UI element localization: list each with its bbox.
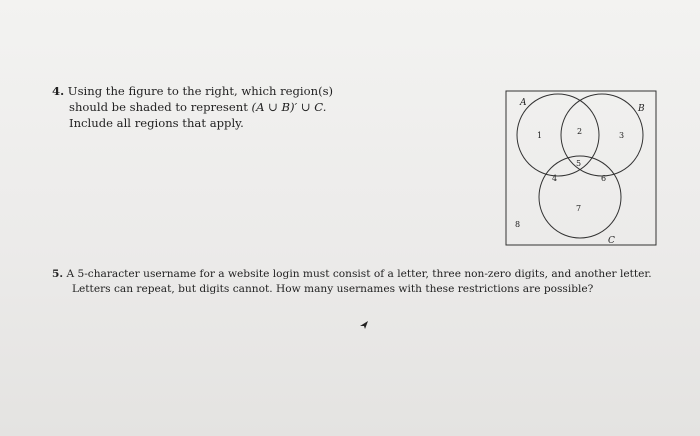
region-4: 4 (552, 174, 558, 183)
region-6: 6 (601, 174, 607, 183)
circle-a (517, 94, 599, 176)
mouse-pointer-icon (359, 317, 369, 329)
label-b: B (638, 104, 645, 114)
question-4-number: 4. (52, 84, 65, 98)
question-5-line-2: Letters can repeat, but digits cannot. How many usernames with these restrictions are possible? (72, 283, 594, 295)
region-1: 1 (537, 131, 543, 140)
question-5 (52, 267, 672, 297)
circle-b (561, 94, 643, 176)
question-4 (52, 83, 352, 131)
universal-set-box (506, 91, 656, 245)
set-expression: (A ∪ B)′ ∪ C. (251, 100, 327, 114)
circle-c (539, 156, 621, 238)
label-c: C (608, 236, 615, 246)
question-5-number: 5. (52, 268, 64, 280)
question-5-line-1: A 5-character username for a website login must consist of a letter, three non-zero digits, and another letter. (66, 268, 652, 280)
region-5: 5 (576, 159, 582, 168)
label-a: A (520, 98, 527, 108)
region-3: 3 (619, 131, 625, 140)
region-8: 8 (515, 220, 521, 229)
question-4-line-2: should be shaded to represent (69, 100, 252, 114)
region-7: 7 (576, 204, 582, 213)
question-4-line-3: Include all regions that apply. (69, 116, 244, 130)
question-4-line-1: Using the figure to the right, which region(s) (67, 84, 334, 98)
venn-diagram (505, 90, 657, 246)
region-2: 2 (577, 127, 583, 136)
